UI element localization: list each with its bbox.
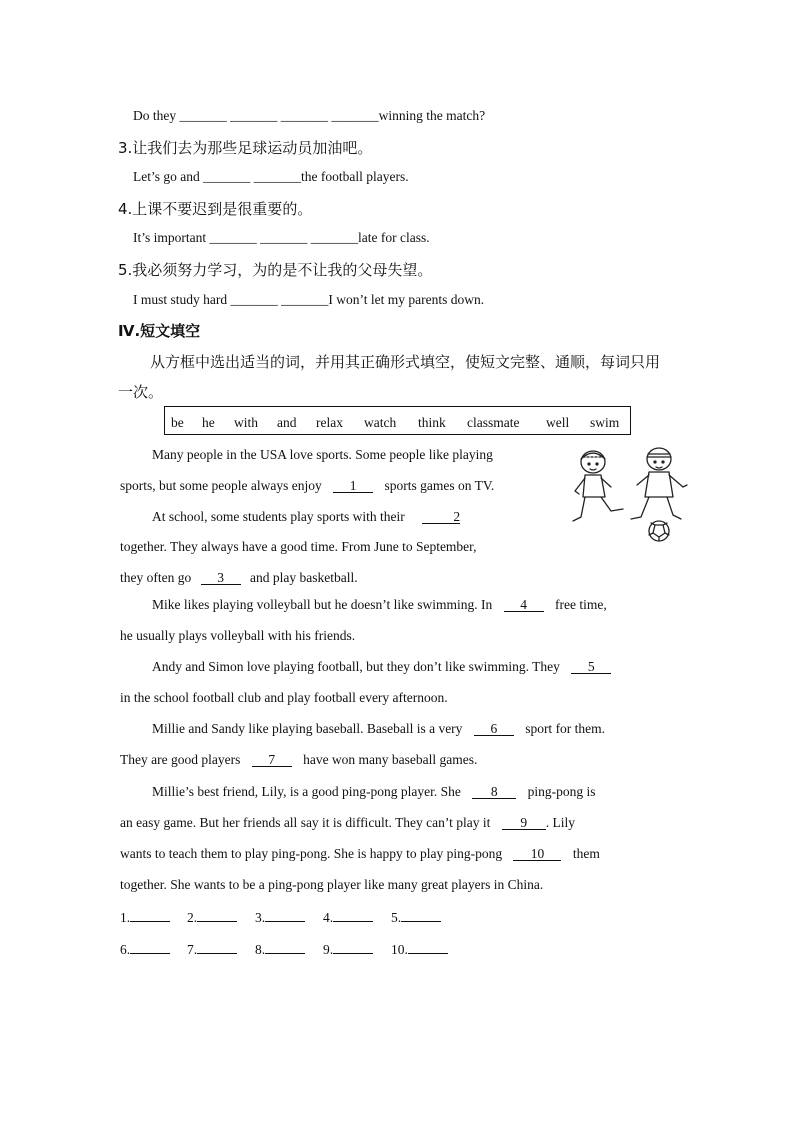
answer-number: 4. [323,910,334,925]
passage-text: . Lily [545,815,576,830]
answer-number: 10. [391,942,408,957]
passage-line [120,752,477,768]
question-3-english: Let’s go and _______ _______the football players. [133,169,409,184]
answer-slot-7[interactable] [187,941,237,958]
word-option: swim [590,415,620,430]
passage-text: Mike likes playing volleyball but he doesn’t like swimming. In [152,597,493,612]
passage-text: sports, but some people always enjoy [120,478,322,493]
answer-number: 7. [187,942,198,957]
question-5-english: I must study hard _______ _______I won’t let my parents down. [133,292,485,307]
passage-text: At school, some students play sports with their [152,509,405,524]
passage-text: Millie’s best friend, Lily, is a good ping-pong player. She [152,784,461,799]
answer-slot-2[interactable] [187,909,237,926]
blank-7[interactable]: 7 [252,753,292,767]
passage-text: Millie and Sandy like playing baseball. Baseball is a very [152,721,463,736]
passage-line: he usually plays volleyball with his friends. [120,628,356,643]
word-option: he [202,415,215,430]
passage-text: wants to teach them to play ping-pong. She is happy to play ping-pong [120,846,503,861]
answer-number: 6. [120,942,131,957]
answer-slot-5[interactable] [391,909,441,926]
word-option: and [277,415,297,430]
blank-4[interactable]: 4 [504,598,544,612]
blank-1[interactable]: 1 [333,479,373,493]
question-5-chinese: 5.我必须努力学习，为的是不让我的父母失望。 [118,261,433,279]
passage-text: sports games on TV. [384,478,495,493]
question-4-english: It’s important _______ _______ _______late for class. [133,230,430,245]
answer-slot-6[interactable] [120,941,170,958]
blank-2[interactable]: 2 [422,510,460,524]
passage-line: in the school football club and play football every afternoon. [120,690,448,705]
blank-5[interactable]: 5 [571,660,611,674]
passage-line [152,597,607,613]
passage-line [152,509,460,525]
passage-line [120,846,600,862]
answer-number: 2. [187,910,198,925]
passage-text: an easy game. But her friends all say it is difficult. They can’t play it [120,815,491,830]
passage-line: together. She wants to be a ping-pong player like many great players in China. [120,877,544,892]
football-players-illustration [571,445,693,545]
answer-slot-10[interactable] [391,941,448,958]
answer-slot-8[interactable] [255,941,305,958]
blank-9[interactable]: 9 [502,816,546,830]
passage-text: them [572,846,600,861]
passage-text: ping-pong is [527,784,596,799]
word-option: well [546,415,570,430]
passage-line: Many people in the USA love sports. Some people like playing [152,447,493,462]
sentence-line: Do they _______ _______ _______ _______winning the match? [133,108,486,123]
passage-line [152,784,595,800]
answer-slot-9[interactable] [323,941,373,958]
word-option: with [234,415,259,430]
answer-slot-3[interactable] [255,909,305,926]
passage-text: They are good players [120,752,241,767]
instruction-line-1: 从方框中选出适当的词，并用其正确形式填空，使短文完整、通顺，每词只用 [150,353,661,371]
word-option: classmate [467,415,520,430]
word-option: watch [364,415,397,430]
word-option: think [418,415,446,430]
word-box [164,406,631,435]
passage-text: have won many baseball games. [303,752,478,767]
passage-line [152,721,605,737]
answer-number: 3. [255,910,266,925]
passage-line [120,570,358,586]
passage-line [152,659,611,675]
answer-slot-4[interactable] [323,909,373,926]
answer-number: 8. [255,942,266,957]
answer-number: 9. [323,942,334,957]
passage-text: sport for them. [525,721,606,736]
section-heading: Ⅳ.短文填空 [118,322,201,340]
passage-line [120,478,494,494]
word-option: be [171,415,184,430]
passage-text: free time, [554,597,607,612]
passage-line: together. They always have a good time. From June to September, [120,539,477,554]
word-option: relax [316,415,343,430]
answer-number: 1. [120,910,131,925]
question-3-chinese: 3.让我们去为那些足球运动员加油吧。 [118,139,373,157]
question-4-chinese: 4.上课不要迟到是很重要的。 [118,200,313,218]
blank-8[interactable]: 8 [472,785,516,799]
answer-slot-1[interactable] [120,909,170,926]
passage-text: they often go [120,570,192,585]
blank-3[interactable]: 3 [201,571,241,585]
blank-6[interactable]: 6 [474,722,514,736]
instruction-line-2: 一次。 [118,383,164,401]
passage-text: and play basketball. [249,570,358,585]
passage-line [120,815,575,831]
answer-number: 5. [391,910,402,925]
blank-10[interactable]: 10 [513,847,561,861]
passage-text: Andy and Simon love playing football, but they don’t like swimming. They [152,659,560,674]
